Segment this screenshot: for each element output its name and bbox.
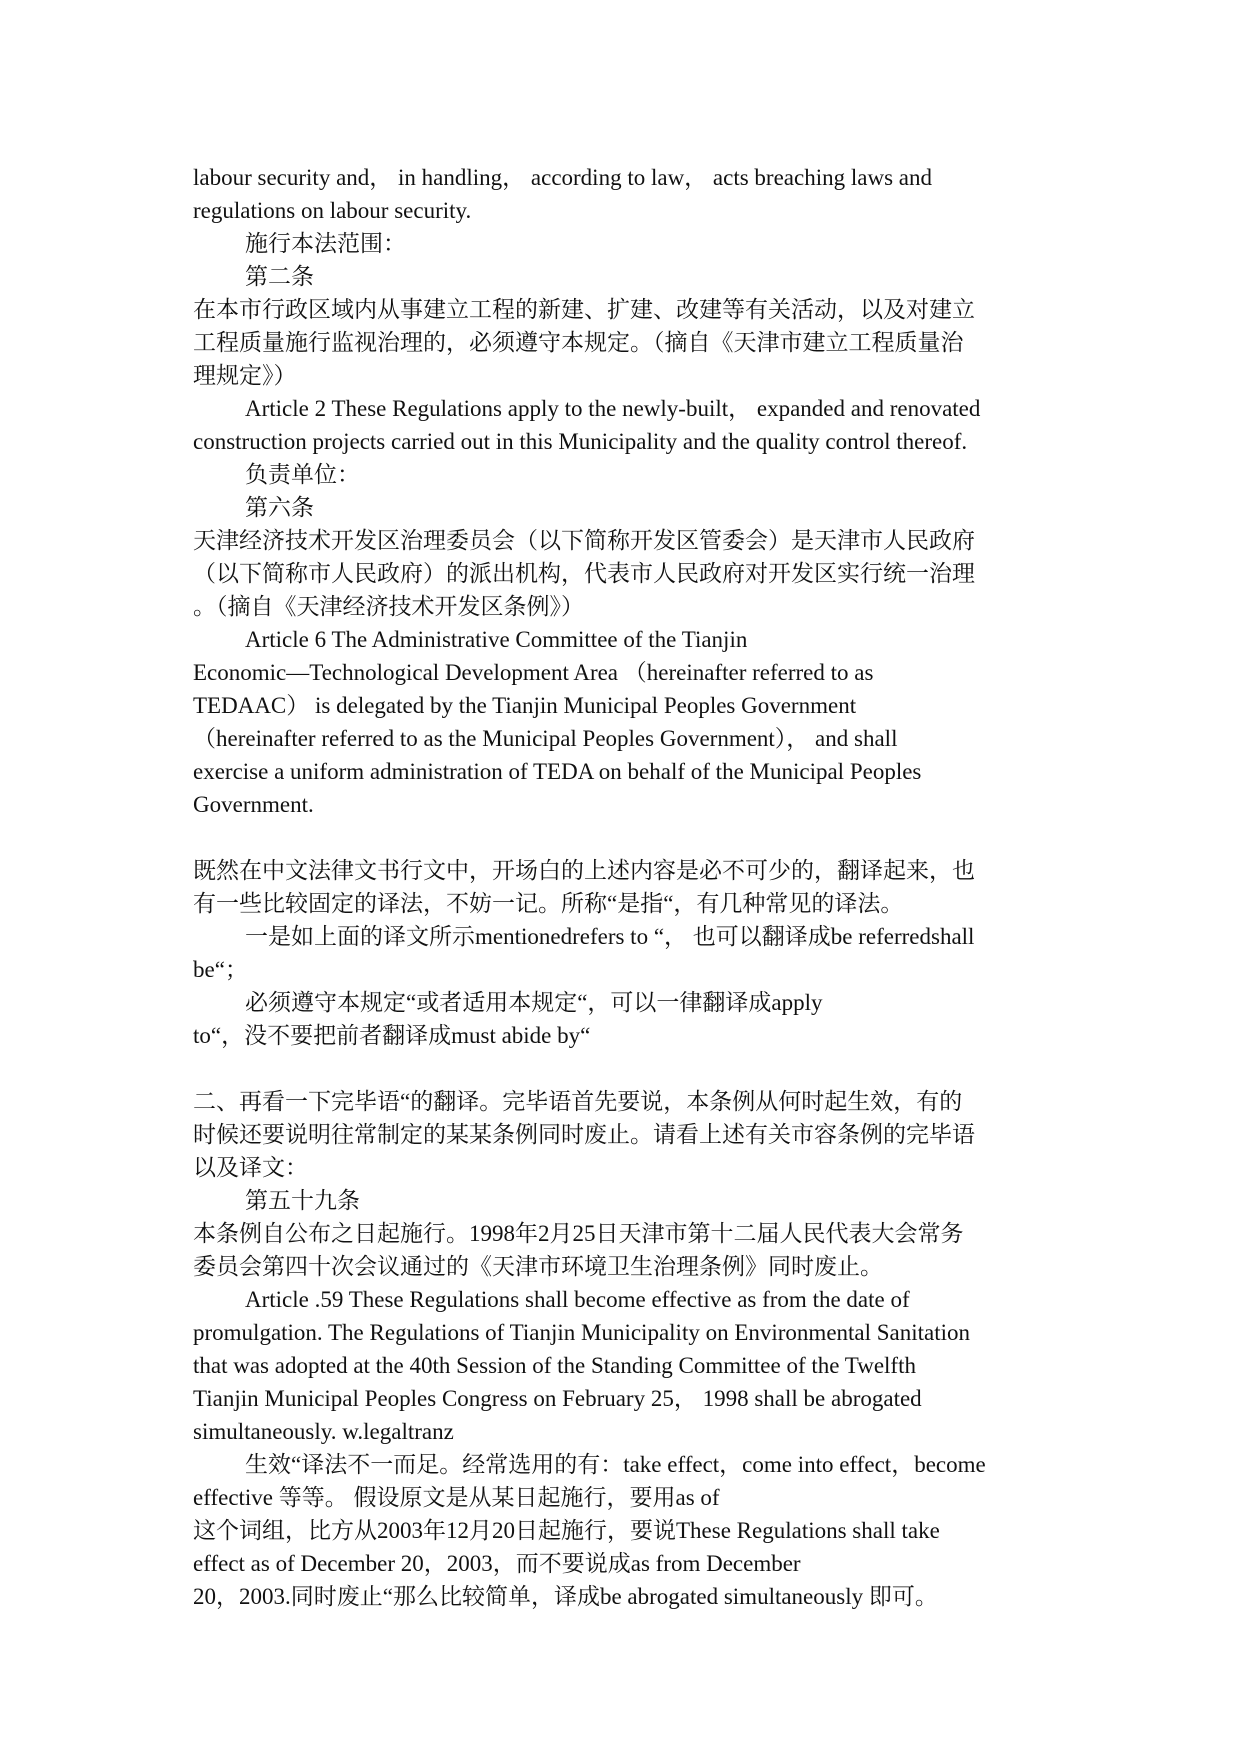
text-line: 有一些比较固定的译法，不妨一记。所称“是指“，有几种常见的译法。 (193, 891, 904, 916)
text-line: simultaneously. w.legaltranz (193, 1419, 454, 1444)
text-line: construction projects carried out in this Municipality and the quality control thereof. (193, 429, 968, 454)
paragraph-gap (193, 1052, 1051, 1085)
text-line: that was adopted at the 40th Session of the Standing Committee of the Twelfth (193, 1353, 916, 1378)
text-line: TEDAAC） is delegated by the Tianjin Municipal Peoples Government (193, 693, 857, 718)
text-line: 天津经济技术开发区治理委员会（以下简称开发区管委会）是天津市人民政府 (193, 528, 975, 553)
section-heading: 负责单位： (245, 462, 360, 487)
text-line: 时候还要说明往常制定的某某条例同时废止。请看上述有关市容条例的完毕语 (193, 1122, 975, 1147)
paragraph-gap (193, 821, 1051, 854)
text-line: promulgation. The Regulations of Tianjin Municipality on Environmental Sanitation (193, 1320, 971, 1345)
text-line: （以下简称市人民政府）的派出机构，代表市人民政府对开发区实行统一治理 (193, 561, 975, 586)
text-line: 既然在中文法律文书行文中，开场白的上述内容是必不可少的，翻译起来，也 (193, 858, 975, 883)
text-line: （hereinafter referred to as the Municipal Peoples Government）， and shall (193, 726, 898, 751)
text-line: 20，2003.同时废止“那么比较简单，译成be abrogated simultaneously 即可。 (193, 1584, 938, 1609)
text-line: Article .59 These Regulations shall become effective as from the date of (245, 1287, 910, 1312)
text-line: 。（摘自《天津经济技术开发区条例》） (193, 594, 584, 619)
text-line: 这个词组，比方从2003年12月20日起施行，要说These Regulations shall take (193, 1518, 940, 1543)
text-line: Tianjin Municipal Peoples Congress on February 25， 1998 shall be abrogated (193, 1386, 922, 1411)
section-heading: 施行本法范围： (245, 231, 406, 256)
text-line: Article 2 These Regulations apply to the newly-built， expanded and renovated (245, 396, 981, 421)
text-line: 必须遵守本规定“或者适用本规定“，可以一律翻译成apply (245, 990, 823, 1015)
document-page (193, 161, 1051, 1613)
text-line: effective 等等。 假设原文是从某日起施行，要用as of (193, 1485, 720, 1510)
text-line: Article 6 The Administrative Committee of the Tianjin (245, 627, 748, 652)
text-line: Economic—Technological Development Area （hereinafter referred to as (193, 660, 874, 685)
article-number: 第五十九条 (245, 1188, 360, 1213)
text-line: 以及译文： (193, 1155, 308, 1180)
text-line: 本条例自公布之日起施行。1998年2月25日天津市第十二届人民代表大会常务 (193, 1221, 964, 1246)
text-line: to“，没不要把前者翻译成must abide by“ (193, 1023, 591, 1048)
text-line: Government. (193, 792, 314, 817)
text-line: 委员会第四十次会议通过的《天津市环境卫生治理条例》同时废止。 (193, 1254, 883, 1279)
text-line: exercise a uniform administration of TEDA on behalf of the Municipal Peoples (193, 759, 922, 784)
text-line: effect as of December 20，2003，而不要说成as from December (193, 1551, 801, 1576)
article-number: 第二条 (245, 264, 314, 289)
article-number: 第六条 (245, 495, 314, 520)
text-line: be“； (193, 957, 248, 982)
text-line: 生效“译法不一而足。经常选用的有：take effect，come into effect，become (245, 1452, 986, 1477)
text-line: 工程质量施行监视治理的，必须遵守本规定。（摘自《天津市建立工程质量治 (193, 330, 964, 355)
text-line: 二、再看一下完毕语“的翻译。完毕语首先要说，本条例从何时起生效，有的 (193, 1089, 963, 1114)
text-line: 理规定》） (193, 363, 297, 388)
text-line: regulations on labour security. (193, 198, 472, 223)
text-line: 在本市行政区域内从事建立工程的新建、扩建、改建等有关活动，以及对建立 (193, 297, 975, 322)
text-line: 一是如上面的译文所示mentionedrefers to “， 也可以翻译成be referredshall (245, 924, 975, 949)
text-line: labour security and， in handling， according to law， acts breaching laws and (193, 165, 932, 190)
